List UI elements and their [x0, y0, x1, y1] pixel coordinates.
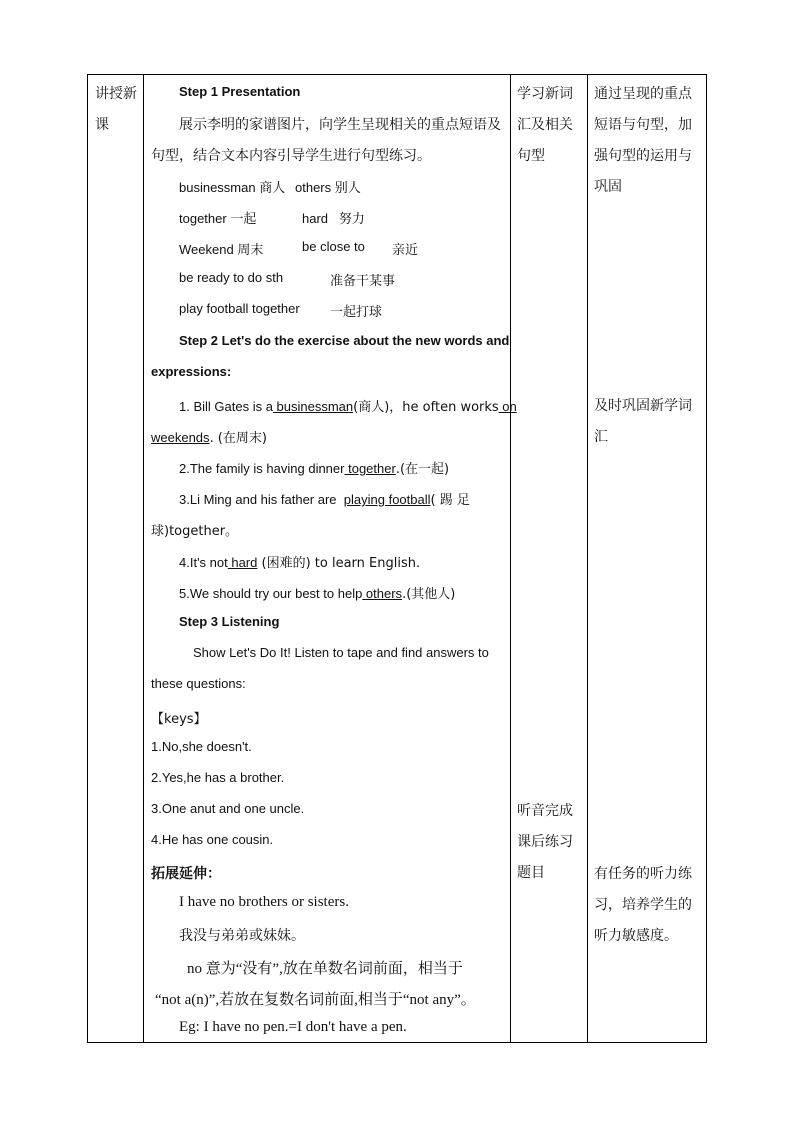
key-item: 2.Yes,he has a brother.	[151, 770, 285, 785]
activity-text: 学习新词	[517, 86, 573, 102]
exercise-item: 3.Li Ming and his father are playing football( 踢 足	[179, 492, 470, 508]
purpose-text: 习，培养学生的	[594, 897, 692, 913]
section-label-line2: 课	[95, 117, 109, 133]
vocab-item: be close to	[302, 239, 365, 254]
extension-note: no 意为“没有”,放在单数名词前面，相当于	[187, 961, 463, 977]
exercise-item: 4.It's not hard (困难的) to learn English.	[179, 555, 421, 571]
table-border-left	[87, 74, 88, 1043]
exercise-item: weekends. (在周末)	[151, 430, 267, 446]
activity-text: 句型	[517, 148, 545, 164]
section-label-line1: 讲授新	[95, 86, 137, 102]
vocab-item: 亲近	[392, 243, 419, 258]
vocab-item: Weekend 周末	[179, 242, 264, 258]
table-border-top	[87, 74, 707, 75]
table-divider-3	[587, 74, 588, 1043]
exercise-item: 5.We should try our best to help others.(其他人)	[179, 586, 456, 602]
extension-translation: 我没与弟弟或妹妹。	[179, 928, 305, 944]
keys-label: 【keys】	[151, 712, 207, 727]
step1-desc: 展示李明的家谱图片，向学生呈现相关的重点短语及	[179, 117, 501, 133]
activity-text: 课后练习	[517, 834, 573, 850]
step3-desc: these questions:	[151, 676, 246, 691]
extension-note: “not a(n)”,若放在复数名词前面,相当于“not any”。	[155, 992, 476, 1008]
purpose-text: 强句型的运用与	[594, 148, 692, 164]
table-divider-1	[143, 74, 144, 1043]
step1-desc: 句型，结合文本内容引导学生进行句型练习。	[151, 148, 431, 164]
key-item: 1.No,she doesn't.	[151, 739, 252, 754]
vocab-item: hard 努力	[302, 211, 365, 227]
purpose-text: 巩固	[594, 179, 622, 195]
vocab-item: others 别人	[295, 180, 361, 196]
exercise-item: 2.The family is having dinner together.(在一起)	[179, 461, 450, 477]
exercise-item: 球)together。	[151, 524, 239, 539]
step2-title: Step 2 Let's do the exercise about the new words and	[179, 333, 510, 348]
extension-example: I have no brothers or sisters.	[179, 894, 349, 910]
vocab-item: businessman 商人	[179, 180, 286, 196]
purpose-text: 短语与句型，加	[594, 117, 692, 133]
purpose-text: 听力敏感度。	[594, 928, 678, 944]
key-item: 4.He has one cousin.	[151, 832, 274, 847]
vocab-item: together 一起	[179, 211, 257, 227]
exercise-item: 1. Bill Gates is a businessman(商人)，he often works on	[179, 399, 517, 415]
table-divider-2	[510, 74, 511, 1043]
step1-title: Step 1 Presentation	[179, 84, 301, 99]
purpose-text: 汇	[594, 429, 608, 445]
vocab-item: 一起打球	[330, 305, 383, 320]
step3-title: Step 3 Listening	[179, 614, 280, 629]
purpose-text: 有任务的听力练	[594, 866, 692, 882]
purpose-text: 及时巩固新学词	[594, 398, 692, 414]
activity-text: 听音完成	[517, 803, 573, 819]
vocab-item: play football together	[179, 301, 300, 316]
extension-title: 拓展延伸：	[151, 866, 221, 882]
key-item: 3.One anut and one uncle.	[151, 801, 305, 816]
step3-desc: Show Let's Do It! Listen to tape and find answers to	[193, 645, 489, 660]
table-border-bottom	[87, 1042, 707, 1043]
extension-eg: Eg: I have no pen.=I don't have a pen.	[179, 1019, 407, 1035]
vocab-item: be ready to do sth	[179, 270, 284, 285]
activity-text: 汇及相关	[517, 117, 573, 133]
purpose-text: 通过呈现的重点	[594, 86, 692, 102]
step2-title: expressions:	[151, 364, 232, 379]
table-border-right	[706, 74, 707, 1043]
activity-text: 题目	[517, 865, 545, 881]
vocab-item: 准备干某事	[330, 274, 396, 289]
